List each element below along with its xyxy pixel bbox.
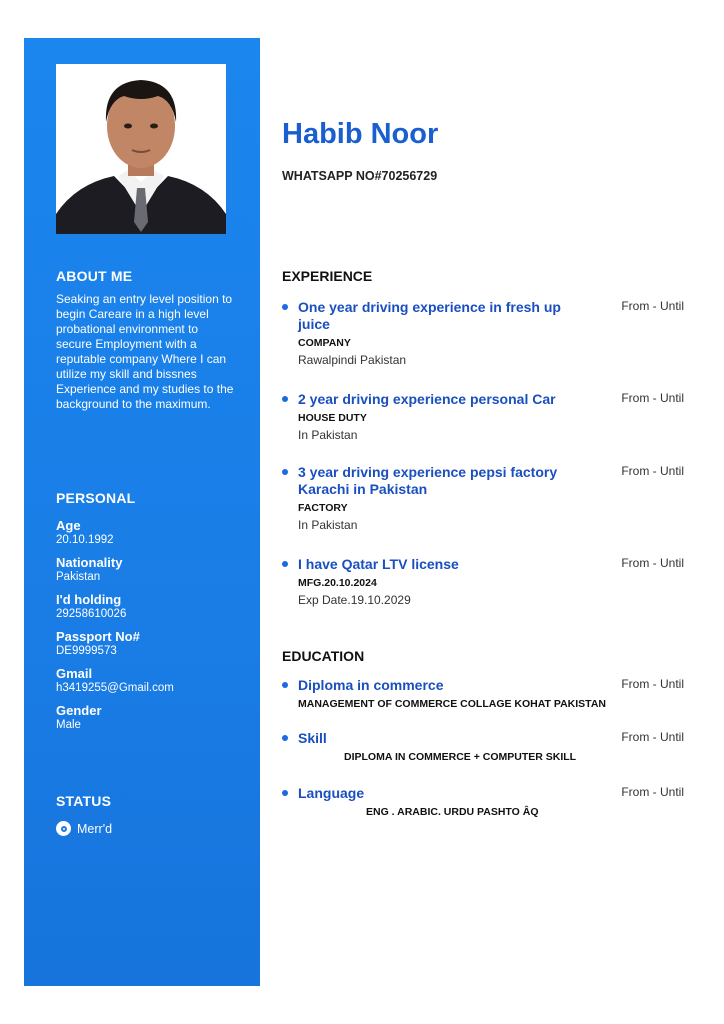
status-value: Merr'd — [77, 821, 113, 836]
education-entry — [282, 785, 684, 818]
personal-value: DE9999573 — [56, 645, 117, 657]
entry-detail: Exp Date.19.10.2029 — [298, 593, 411, 607]
personal-label: Gender — [56, 703, 102, 718]
status-heading: STATUS — [56, 793, 112, 809]
entry-title: Language — [298, 785, 365, 801]
experience-heading: EXPERIENCE — [282, 268, 373, 284]
status-section — [56, 793, 236, 836]
personal-value: 20.10.1992 — [56, 534, 114, 546]
status-ring-icon — [56, 821, 71, 836]
entry-title: Diploma in commerce — [298, 677, 444, 693]
bullet-icon — [282, 790, 288, 796]
sidebar — [24, 38, 260, 986]
bullet-icon — [282, 396, 288, 402]
personal-item-id — [56, 592, 236, 621]
entry-title: One year driving experience in fresh up juice — [298, 299, 561, 332]
experience-entry — [282, 391, 684, 442]
personal-section — [56, 490, 236, 740]
entry-dates: From - Until — [621, 464, 684, 478]
personal-item-passport — [56, 629, 236, 658]
entry-title: Skill — [298, 730, 327, 746]
education-entry — [282, 677, 684, 710]
entry-sub: FACTORY — [298, 502, 348, 514]
entry-dates: From - Until — [621, 677, 684, 691]
personal-label: Age — [56, 518, 81, 533]
entry-detail: In Pakistan — [298, 428, 358, 442]
personal-value: h3419255@Gmail.com — [56, 682, 174, 694]
experience-entry — [282, 299, 684, 367]
personal-item-gender — [56, 703, 236, 732]
entry-dates: From - Until — [621, 391, 684, 405]
bullet-icon — [282, 469, 288, 475]
entry-sub: HOUSE DUTY — [298, 412, 367, 424]
personal-heading: PERSONAL — [56, 490, 136, 506]
education-heading: EDUCATION — [282, 648, 365, 664]
about-text: Seaking an entry level position to begin Careare in a high level probational environment to secure Employment with a reputable company Where I can utilize my skill and bissnes Experience and my studies to the background to the maximum. — [56, 292, 234, 411]
personal-value: 29258610026 — [56, 608, 127, 620]
entry-title: I have Qatar LTV license — [298, 556, 459, 572]
bullet-icon — [282, 561, 288, 567]
entry-title: 3 year driving experience pepsi factory Karachi in Pakistan — [298, 464, 558, 497]
entry-sub: MFG.20.10.2024 — [298, 577, 377, 589]
personal-label: Gmail — [56, 666, 93, 681]
personal-item-age — [56, 518, 236, 547]
personal-label: Nationality — [56, 555, 123, 570]
entry-detail: In Pakistan — [298, 518, 358, 532]
profile-photo-image — [56, 64, 226, 234]
whatsapp-number: WHATSAPP NO#70256729 — [282, 169, 438, 183]
entry-sub: MANAGEMENT OF COMMERCE COLLAGE KOHAT PAKISTAN — [298, 698, 606, 710]
about-heading: ABOUT ME — [56, 268, 133, 284]
personal-item-nationality — [56, 555, 236, 584]
experience-entry — [282, 464, 684, 532]
entry-title: 2 year driving experience personal Car — [298, 391, 556, 407]
entry-dates: From - Until — [621, 556, 684, 570]
bullet-icon — [282, 304, 288, 310]
entry-sub: COMPANY — [298, 337, 351, 349]
personal-value: Male — [56, 719, 81, 731]
entry-sub: ENG . ARABIC. URDU PASHTO ÂQ — [366, 806, 539, 818]
bullet-icon — [282, 682, 288, 688]
candidate-name: Habib Noor — [282, 118, 439, 150]
personal-value: Pakistan — [56, 571, 101, 583]
personal-item-gmail — [56, 666, 236, 695]
entry-dates: From - Until — [621, 299, 684, 313]
bullet-icon — [282, 735, 288, 741]
status-row — [56, 821, 236, 836]
education-entry — [282, 730, 684, 763]
personal-label: I'd holding — [56, 592, 122, 607]
entry-dates: From - Until — [621, 785, 684, 799]
experience-entry — [282, 556, 684, 607]
entry-dates: From - Until — [621, 730, 684, 744]
profile-photo — [56, 64, 226, 234]
entry-sub: DIPLOMA IN COMMERCE + COMPUTER SKILL — [344, 751, 577, 763]
entry-detail: Rawalpindi Pakistan — [298, 353, 407, 367]
about-section — [56, 268, 236, 412]
personal-label: Passport No# — [56, 629, 140, 644]
